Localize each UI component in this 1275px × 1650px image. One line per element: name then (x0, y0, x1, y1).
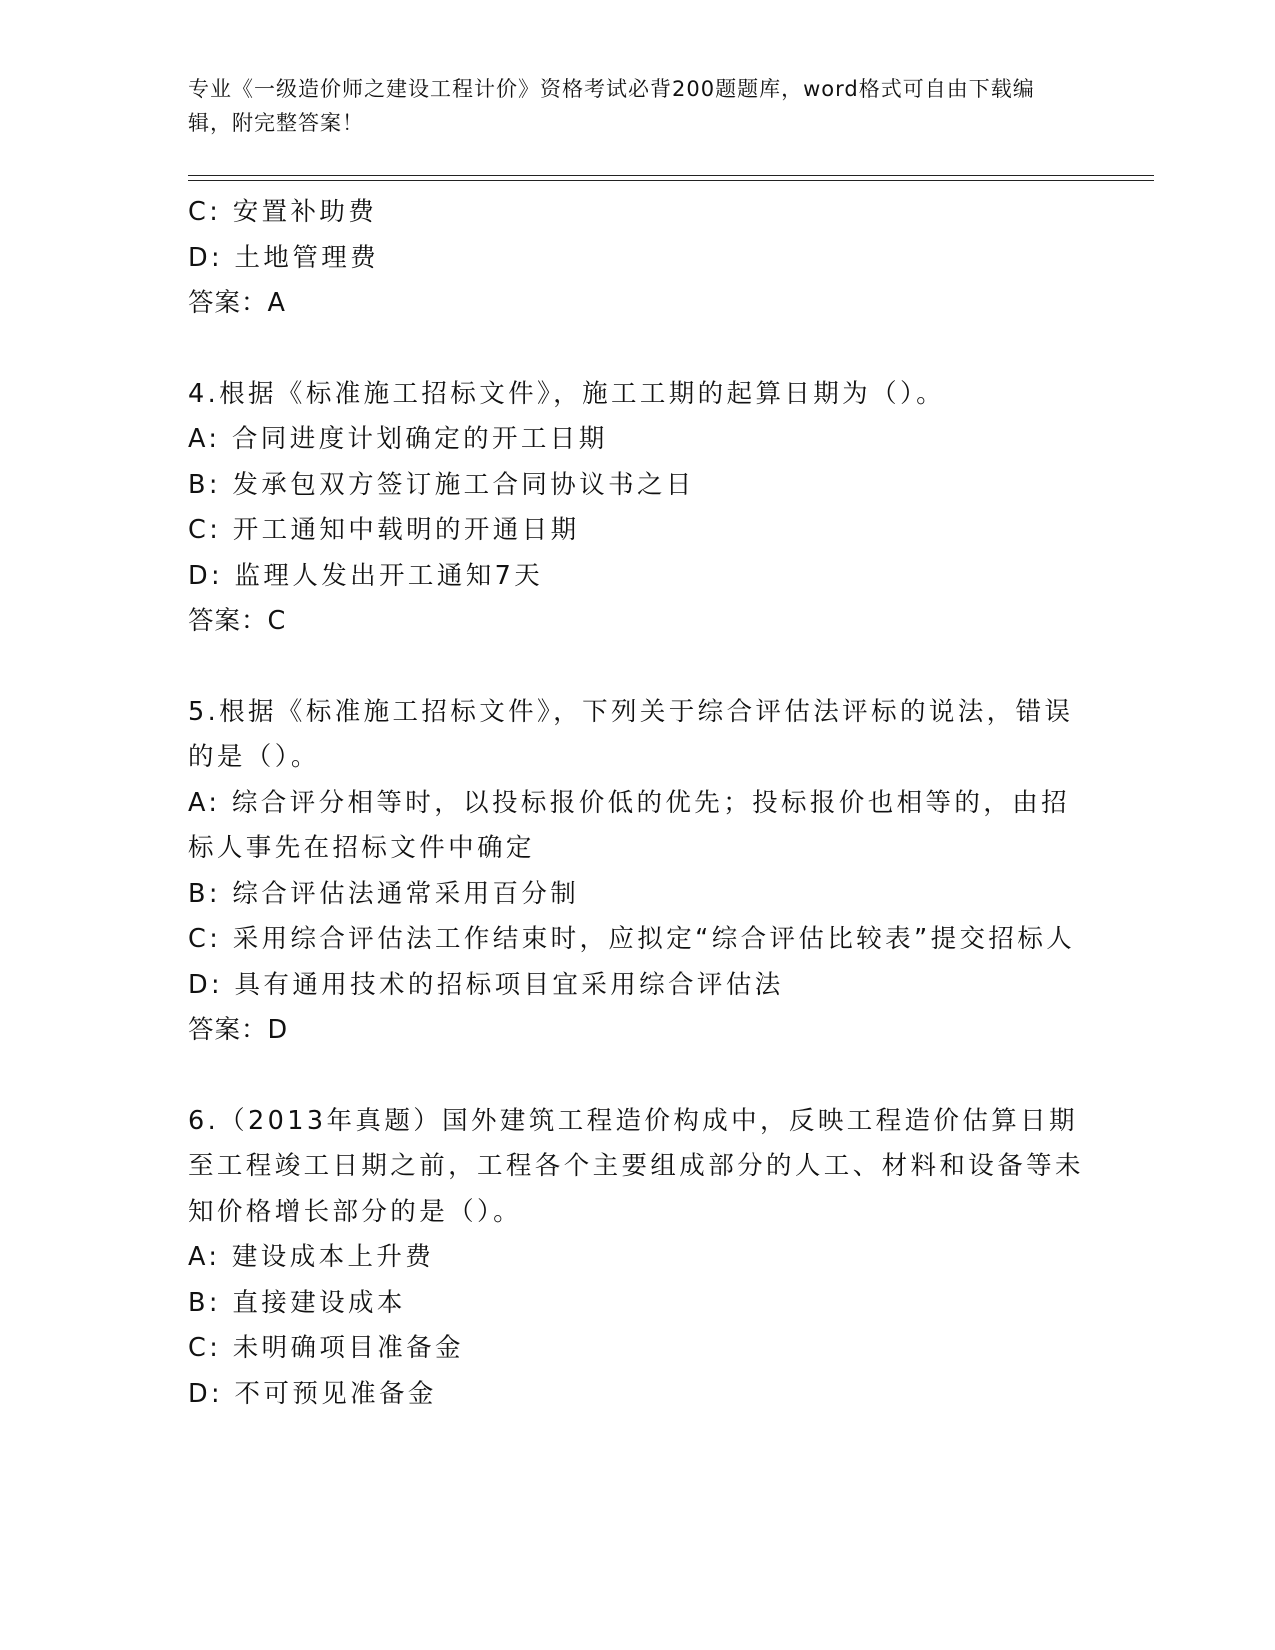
option-d: D: 具有通用技术的招标项目宜采用综合评估法 (188, 969, 784, 1000)
option-b: B: 发承包双方签订施工合同协议书之日 (188, 469, 695, 500)
header-divider (188, 175, 1154, 176)
answer-label: 答案：D (188, 1015, 289, 1045)
question-text: 5.根据《标准施工招标文件》，下列关于综合评估法评标的说法，错误的是（）。 (188, 696, 1074, 772)
question-4 (188, 372, 1088, 645)
option-a: A: 综合评分相等时，以投标报价低的优先；投标报价也相等的，由招标人事先在招标文件中确定 (188, 787, 1070, 863)
option-c: C: 安置补助费 (188, 197, 378, 227)
question-text: 6.（2013年真题）国外建筑工程造价构成中，反映工程造价估算日期至工程竣工日期之前，工程各个主要组成部分的人工、材料和设备等未知价格增长部分的是（）。 (188, 1105, 1084, 1227)
document-header: 专业《一级造价师之建设工程计价》资格考试必背200题题库，word格式可自由下载编辑，附完整答案！ (188, 77, 1035, 135)
header-divider-secondary (188, 180, 1154, 181)
question-6 (188, 1099, 1088, 1418)
option-c: C: 开工通知中载明的开通日期 (188, 515, 580, 545)
question-3-continued (188, 190, 1088, 327)
option-d: D: 不可预见准备金 (188, 1378, 437, 1409)
answer-label: 答案：C (188, 606, 287, 636)
question-text: 4.根据《标准施工招标文件》，施工工期的起算日期为（）。 (188, 378, 946, 409)
option-c: C: 未明确项目准备金 (188, 1333, 464, 1363)
option-d: D: 土地管理费 (188, 242, 380, 273)
option-a: A: 合同进度计划确定的开工日期 (188, 424, 608, 454)
document-body (188, 190, 1088, 1417)
option-a: A: 建设成本上升费 (188, 1242, 435, 1272)
option-d: D: 监理人发出开工通知7天 (188, 560, 544, 591)
option-b: B: 直接建设成本 (188, 1287, 406, 1318)
option-c: C: 采用综合评估法工作结束时，应拟定“综合评估比较表”提交招标人 (188, 924, 1076, 954)
answer-label: 答案：A (188, 288, 286, 318)
question-5 (188, 690, 1088, 1054)
option-b: B: 综合评估法通常采用百分制 (188, 878, 580, 909)
